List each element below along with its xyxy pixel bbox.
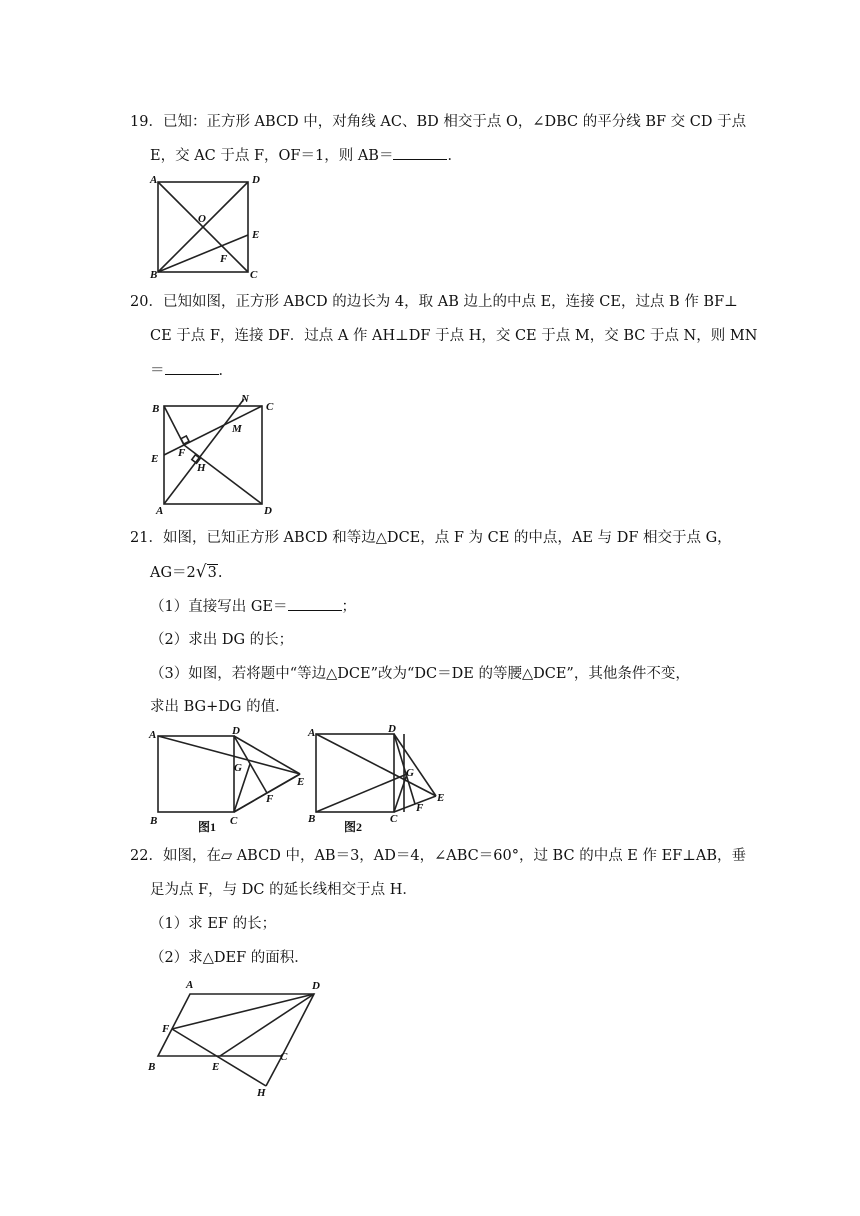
q21-fig1-label-g: G [234,762,242,774]
q21-sub1-text-a: （1）直接写出 GE＝ [150,599,288,615]
q21-fig1-line-de [234,736,300,774]
q21-sub2-text: （2）求出 DG 的长； [150,632,294,648]
q19-figure [148,172,268,282]
q19-text-2b: ． [447,148,462,164]
q19-text-2a: E，交 AC 于点 F，OF＝1，则 AB＝ [150,148,394,164]
q21-fig2-label-f: F [416,802,424,814]
q21-fig2-label-a: A [308,727,316,739]
q21-sub1-text-b: ； [341,599,357,615]
q20-label-d: D [264,505,272,517]
q20-text-3b: ． [218,363,233,379]
q19-label-e: E [252,229,260,241]
q21-line2 [150,562,222,583]
q20-label-n: N [241,393,249,405]
q21-sqrt-sign: √ [195,562,207,582]
q19-label-b: B [150,269,158,281]
q21-sqrt [196,562,218,583]
q22-label-a: A [186,979,194,991]
q22-number: 22． [130,848,163,864]
q22-label-b: B [148,1061,156,1073]
q21-sqrt-radicand: 3 [207,565,217,581]
q21-sub3-text: （3）如图，若将题中“等边△DCE”改为“DC＝DE 的等腰△DCE”，其他条件不变， [150,666,690,682]
q21-fig1-label-a: A [149,729,157,741]
q21-answer-blank [288,596,342,611]
q21-text-1: 如图，已知正方形 ABCD 和等边△DCE，点 F 为 CE 的中点，AE 与 DF 相交于点 G， [162,530,732,546]
q20-label-e: E [151,453,159,465]
q22-figure [142,974,342,1104]
q22-line-fh [172,1029,266,1086]
q20-line1 [130,292,738,312]
q21-fig2-label-c: C [390,813,398,825]
q22-label-f: F [162,1023,170,1035]
q21-text-2b: . [217,565,223,581]
q19-number: 19． [130,114,163,130]
q19-label-f: F [220,253,228,265]
q19-bisector-bf [158,235,248,272]
q19-label-d: D [252,174,260,186]
q21-fig2-label-e: E [437,792,445,804]
q21-fig1-square [158,736,234,812]
q19-label-o: O [198,213,206,225]
q21-sub1 [150,596,356,617]
q21-fig2-square [316,734,394,812]
q19-answer-blank [393,145,447,160]
q20-text-1: 已知如图，正方形 ABCD 的边长为 4，取 AB 边上的中点 E，连接 CE，过点 B 作 BF⊥ [162,294,738,310]
q19-line2 [150,145,462,166]
q20-text-3a: ＝ [150,363,165,379]
q22-label-h: H [257,1087,266,1099]
q22-sub1-text: （1）求 EF 的长； [150,916,277,932]
q21-fig2-line-de [394,734,436,796]
q21-line1 [130,528,732,548]
q22-line2 [150,880,417,900]
q21-fig2-caption: 图2 [344,820,363,834]
q21-text-2a: AG＝2 [150,565,196,581]
q20-label-c: C [266,401,274,413]
q20-line2 [150,326,757,346]
q21-fig2-label-g: G [406,767,414,779]
q22-label-c: C [280,1051,288,1063]
q20-line3 [150,360,233,381]
q21-figure-2 [304,724,464,834]
q22-label-e: E [212,1061,220,1073]
q21-fig1-label-f: F [266,793,274,805]
q20-number: 20． [130,294,163,310]
q22-text-2: 足为点 F，与 DC 的延长线相交于点 H． [150,882,417,898]
q22-line1 [130,846,746,866]
q21-fig1-line-ae [158,736,300,774]
q22-sub1 [150,914,276,934]
q20-label-h: H [197,462,206,474]
q21-fig2-line-cg [394,774,407,812]
q21-number: 21． [130,530,163,546]
q20-answer-blank [165,360,219,375]
q21-sub3-cont-text: 求出 BG+DG 的值． [150,699,290,715]
q21-fig1-label-c: C [230,815,238,827]
q21-fig1-label-b: B [150,815,158,827]
q19-line1 [130,112,746,132]
q22-parallelogram [158,994,314,1056]
q20-label-m: M [232,423,242,435]
q20-label-f: F [178,447,186,459]
q20-line-an [164,399,244,504]
q21-sub2 [150,630,293,650]
q21-sub3-cont [150,697,290,717]
q20-label-a: A [156,505,164,517]
q21-fig2-label-d: D [388,723,396,735]
q22-sub2-text: （2）求△DEF 的面积． [150,950,309,966]
q21-fig1-label-d: D [232,725,240,737]
q22-line-ed [220,994,314,1056]
q22-label-d: D [312,980,320,992]
q20-label-b: B [152,403,160,415]
q19-text-1: 已知：正方形 ABCD 中，对角线 AC、BD 相交于点 O，∠DBC 的平分线 BF 交 CD 于点 [162,114,747,130]
q20-text-2: CE 于点 F，连接 DF．过点 A 作 AH⊥DF 于点 H，交 CE 于点 M，交 BC 于点 N，则 MN [150,328,758,344]
q20-figure [146,393,286,517]
q21-sub3 [150,664,690,684]
q22-text-1: 如图，在▱ ABCD 中，AB＝3，AD＝4，∠ABC＝60°，过 BC 的中点 E 作 EF⊥AB，垂 [162,848,747,864]
q19-label-c: C [250,269,258,281]
q21-fig2-label-b: B [308,813,316,825]
q20-line-df [184,445,262,504]
q21-fig1-label-e: E [297,776,305,788]
q22-line-fd [172,994,314,1029]
q21-fig1-caption: 图1 [198,820,217,834]
q22-sub2 [150,948,309,968]
q19-label-a: A [150,174,158,186]
q21-figure-1 [146,724,311,834]
q20-right-angle-f [181,436,189,444]
